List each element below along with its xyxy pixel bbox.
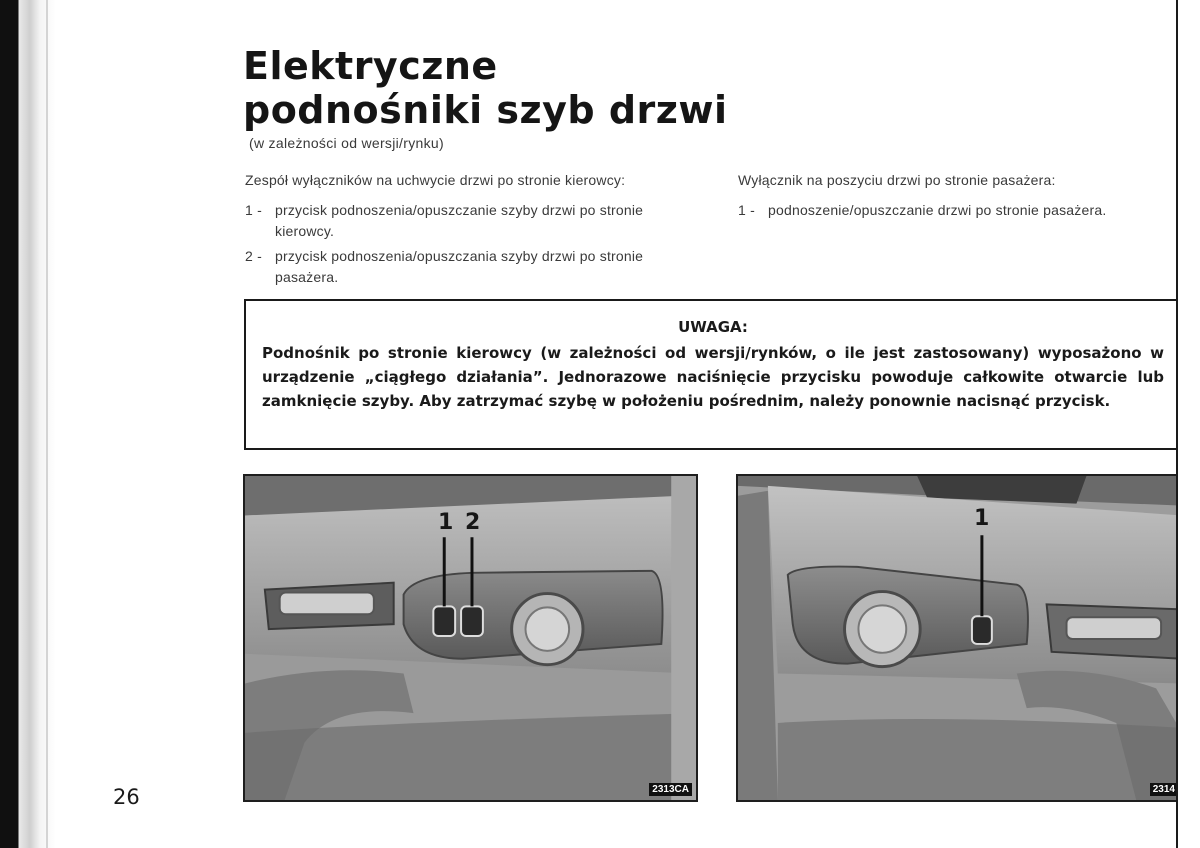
callout-2: 2 [465, 510, 481, 535]
driver-section [245, 170, 705, 292]
passenger-door-illustration [738, 476, 1182, 800]
photo-code: 2314 [1150, 783, 1178, 796]
driver-door-photo [243, 474, 698, 802]
passenger-section [738, 170, 1178, 225]
driver-intro: Zespół wyłączników na uchwycie drzwi po stronie kierowcy: [245, 172, 626, 188]
photo-code: 2313CA [649, 783, 692, 796]
page-number: 26 [113, 785, 140, 809]
page-edge [1176, 0, 1200, 848]
warning-heading: UWAGA: [678, 318, 748, 336]
title-line-1: Elektryczne [243, 44, 498, 88]
warning-box [244, 299, 1180, 450]
list-item [245, 200, 705, 242]
title-line-2: podnośniki szyb drzwi [243, 88, 728, 132]
item-number: 1 - [738, 202, 755, 218]
list-item [245, 246, 705, 288]
item-text: podnoszenie/opuszczanie drzwi po stronie pasażera. [768, 202, 1107, 218]
binding-line [46, 0, 48, 848]
item-number: 2 - [245, 248, 262, 264]
list-item [738, 200, 1178, 221]
passenger-intro: Wyłącznik na poszyciu drzwi po stronie pasażera: [738, 172, 1056, 188]
item-text: przycisk podnoszenia/opuszczania szyby drzwi po stronie pasażera. [275, 248, 644, 285]
callout-1: 1 [974, 506, 990, 531]
subtitle: (w zależności od wersji/rynku) [249, 135, 444, 151]
page-title [243, 44, 728, 132]
callout-1: 1 [438, 510, 454, 535]
item-number: 1 - [245, 202, 262, 218]
passenger-door-photo [736, 474, 1182, 802]
item-text: przycisk podnoszenia/opuszczanie szyby drzwi po stronie kierowcy. [275, 202, 644, 239]
warning-body: Podnośnik po stronie kierowcy (w zależności od wersji/rynków, o ile jest zastosowany) wyposażono w urządzenie „ciągłego działania”. Jednorazowe naciśnięcie przycisku powoduje całkowite otwarcie lub zamknięcie szyby. Aby zatrzymać szybę w położeniu pośrednim, należy ponownie nacisnąć przycisk. [262, 344, 1164, 410]
